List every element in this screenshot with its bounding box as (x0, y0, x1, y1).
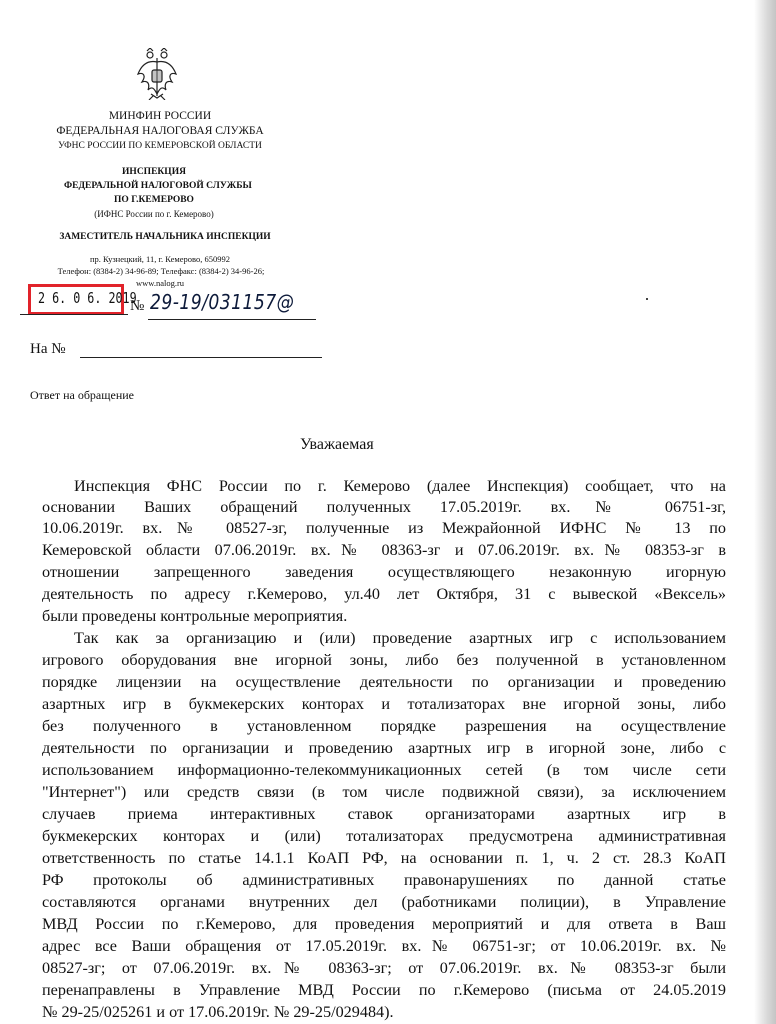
speck (646, 298, 648, 300)
body-line: были проведены контрольные мероприятия. (42, 607, 348, 625)
ministry-title: МИНФИН РОССИИ (108, 110, 212, 122)
regional-title: УФНС РОССИИ ПО КЕМЕРОВСКОЙ ОБЛАСТИ (58, 141, 262, 151)
body-line: случаев приема интерактивных ставок организаторами азартных игр в (42, 805, 726, 823)
inspection-title-line3: ПО Г.КЕМЕРОВО (114, 195, 194, 205)
address: пр. Кузнецкий, 11, г. Кемерово, 650992 (90, 254, 230, 264)
body-line: порядке лицензии на осуществление деятельности по организации и проведению (42, 673, 726, 691)
body-line: ответственность по статье 14.1.1 КоАП РФ, на основании п. 1, ч. 2 ст. 28.3 КоАП (42, 849, 726, 867)
body-line: деятельности по организации и проведению азартных игр в игорной зоне, либо с (42, 739, 726, 757)
body-line: использованием информационно-телекоммуникационных сетей (в том числе сети (42, 761, 726, 779)
inspection-short-name: (ИФНС России по г. Кемерово) (94, 209, 214, 219)
service-title: ФЕДЕРАЛЬНАЯ НАЛОГОВАЯ СЛУЖБА (56, 125, 264, 137)
emblem-icon (136, 48, 178, 100)
signatory-position: ЗАМЕСТИТЕЛЬ НАЧАЛЬНИКА ИНСПЕКЦИИ (59, 232, 271, 242)
inspection-title-line1: ИНСПЕКЦИЯ (122, 167, 186, 177)
body-line: игрового оборудования вне игорной зоны, либо без полученной в установленном (42, 651, 726, 669)
body-line: составляются органами внутренних дел (работниками полиции), в Управление (42, 893, 726, 911)
phones: Телефон: (8384-2) 34-96-89; Телефакс: (8384-2) 34-96-26; (57, 266, 265, 276)
body-line: букмекерских конторах и (или) тотализаторах предусмотрена административная (42, 827, 726, 845)
body-line: адрес все Ваши обращения от 17.05.2019г. вх.№ 06751-зг; от 10.06.2019г. вх. № (42, 937, 726, 955)
body-line: Инспекция ФНС России по г. Кемерово (далее Инспекция) сообщает, что на (74, 477, 726, 495)
body-line: без полученного в установленном порядке разрешения на осуществление (42, 717, 726, 735)
registration-number: 29-19/031157@ (150, 290, 295, 314)
body-line: перенаправлены в Управление МВД России по г.Кемерово (письма от 24.05.2019 (42, 981, 726, 999)
letter-subject: Ответ на обращение (30, 388, 134, 402)
inspection-title-line2: ФЕДЕРАЛЬНОЙ НАЛОГОВОЙ СЛУЖБЫ (64, 181, 252, 191)
page-edge-shadow (754, 0, 776, 1024)
body-line: азартных игр в букмекерских конторах и тотализаторах вне игорной зоны, либо (42, 695, 726, 713)
body-line: "Интернет") или средств связи (в том числе подвижной связи), за исключением (42, 783, 726, 801)
number-underline (148, 319, 316, 320)
body-line: Кемеровской области 07.06.2019г. вх.№ 08363-зг и 07.06.2019г. вх.№ 08353-зг в (42, 541, 726, 559)
body-line: МВД России по г.Кемерово, для проведения мероприятий и для ответа в Ваш (42, 915, 726, 933)
number-label: № (130, 298, 145, 314)
registration-date: 2 6. 0 6. 2019 (38, 289, 137, 307)
date-underline (20, 314, 128, 315)
body-line: Так как за организацию и (или) проведение азартных игр с использованием (74, 629, 726, 647)
greeting: Уважаемая (300, 436, 374, 453)
body-line: РФ протоколы об административных правонарушениях по данной статье (42, 871, 726, 889)
website: www.nalog.ru (135, 278, 185, 288)
body-line: № 29-25/025261 и от 17.06.2019г. № 29-25/029484). (42, 1003, 394, 1021)
reply-to-label: На № (30, 341, 66, 357)
body-line: 10.06.2019г. вх.№ 08527-зг, полученные из Межрайонной ИФНС № 13 по (42, 519, 726, 537)
body-line: деятельность по адресу г.Кемерово, ул.40 лет Октября, 31 с вывеской «Вексель» (42, 585, 726, 603)
body-line: основании Ваших обращений полученных 17.05.2019г. вх.№ 06751-зг, (42, 498, 726, 516)
body-line: 08527-зг; от 07.06.2019г. вх.№ 08363-зг; от 07.06.2019г. вх.№ 08353-зг были (42, 959, 726, 977)
body-line: отношении запрещенного заведения осуществляющего незаконную игорную (42, 563, 726, 581)
reply-to-underline (80, 357, 322, 358)
